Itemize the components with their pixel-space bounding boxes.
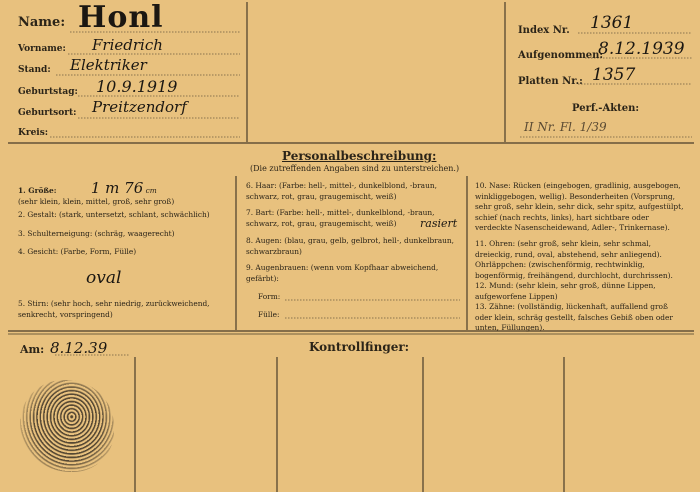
item-nase: 10. Nase: Rücken (eingebogen, gradlinig, ausgebogen, winkliggebogen, wellig). Besonderheiten (Vorsprung, sehr groß, sehr klein, sehr dick, sehr spitz, aufgestülpt, schief (nach rechts, links), hart sichtbare oder verdeckte Nasenscheidewand, Adler-, Trinkernase). (475, 181, 684, 232)
geburtsort-label: Geburtsort: (18, 108, 77, 118)
stand-value: Elektriker (70, 56, 147, 74)
bart-value: rasiert (420, 217, 458, 230)
stand-label: Stand: (18, 65, 51, 75)
kontrollfinger-title: Kontrollfinger: (309, 340, 410, 354)
am-value: 8.12.39 (50, 339, 108, 357)
item-zaehne: 13. Zähne: (vollständig, lückenhaft, auffallend groß oder klein, schräg gestellt, falsches Gebiß oben oder unten, Füllungen). (475, 302, 673, 332)
form-label: Form: (258, 292, 281, 301)
fuelle-label: Fülle: (258, 310, 280, 319)
item-groesse (18, 179, 230, 207)
fingerprint-edge (16, 372, 120, 480)
aufgenommen-value: 8.12.1939 (598, 39, 685, 59)
gesicht-value: oval (86, 268, 122, 288)
perf-akten-value: II Nr. Fl. 1/39 (524, 120, 607, 134)
index-label: Index Nr. (518, 25, 570, 36)
item-augenbrauen: 9. Augenbrauen: (wenn vom Kopfhaar abweichend, gefärbt): (246, 263, 439, 283)
item-gestalt: 2. Gestalt: (stark, untersetzt, schlant, schwächlich) (18, 210, 210, 219)
item-stirn: 5. Stirn: (sehr hoch, sehr niedrig, zurückweichend, senkrecht, vorspringend) (18, 299, 210, 319)
name-label: Name: (18, 15, 66, 30)
item-mund: 12. Mund: (sehr klein, sehr groß, dünne Lippen, aufgeworfene Lippen) (475, 281, 656, 301)
kreis-label: Kreis: (18, 128, 49, 138)
item-gesicht: 4. Gesicht: (Farbe, Form, Fülle) (18, 247, 137, 256)
groesse-value: 1 m 76 (90, 179, 144, 197)
platten-label: Platten Nr.: (518, 76, 583, 87)
item-schulter: 3. Schulterneigung: (schräg, waagerecht) (18, 229, 175, 238)
aufgenommen-label: Aufgenommen: (518, 50, 604, 61)
name-value: Honl (78, 0, 164, 35)
vorname-value: Friedrich (92, 36, 163, 54)
platten-value: 1357 (592, 65, 636, 85)
item-ohren: 11. Ohren: (sehr groß, sehr klein, sehr schmal, dreieckig, rund, oval, abstehend, sehr anliegend). Ohrläppchen: (zwischenförmig, rechtwinklig, bogenförmig, freihängend, durchlocht, durchrissen). (475, 239, 673, 280)
index-value: 1361 (590, 13, 634, 33)
item-augen: 8. Augen: (blau, grau, gelb, gelbrot, hell-, dunkelbraun, schwarzbraun) (246, 236, 454, 256)
am-label: Am: (20, 343, 45, 356)
item-bart: 7. Bart: (Farbe: hell-, mittel-, dunkelblond, -braun, schwarz, rot, grau, graugemischt, weiß) (246, 208, 435, 228)
item-haar: 6. Haar: (Farbe: hell-, mittel-, dunkelblond, -braun, schwarz, rot, grau, graugemischt, weiß) (246, 181, 437, 201)
vorname-label: Vorname: (18, 44, 66, 54)
geburtsort-value: Preitzendorf (92, 98, 187, 116)
perf-akten-label: Perf.-Akten: (572, 103, 640, 114)
geburtstag-label: Geburtstag: (18, 87, 78, 97)
personal-description-title: Personalbeschreibung: (282, 149, 437, 163)
personal-description-subtitle: (Die zutreffenden Angaben sind zu unterstreichen.) (250, 164, 460, 173)
groesse-label: 1. Größe: (18, 186, 57, 195)
groesse-unit: cm (145, 186, 157, 195)
groesse-options: (sehr klein, klein, mittel, groß, sehr groß) (18, 196, 175, 206)
geburtstag-value: 10.9.1919 (96, 77, 178, 96)
